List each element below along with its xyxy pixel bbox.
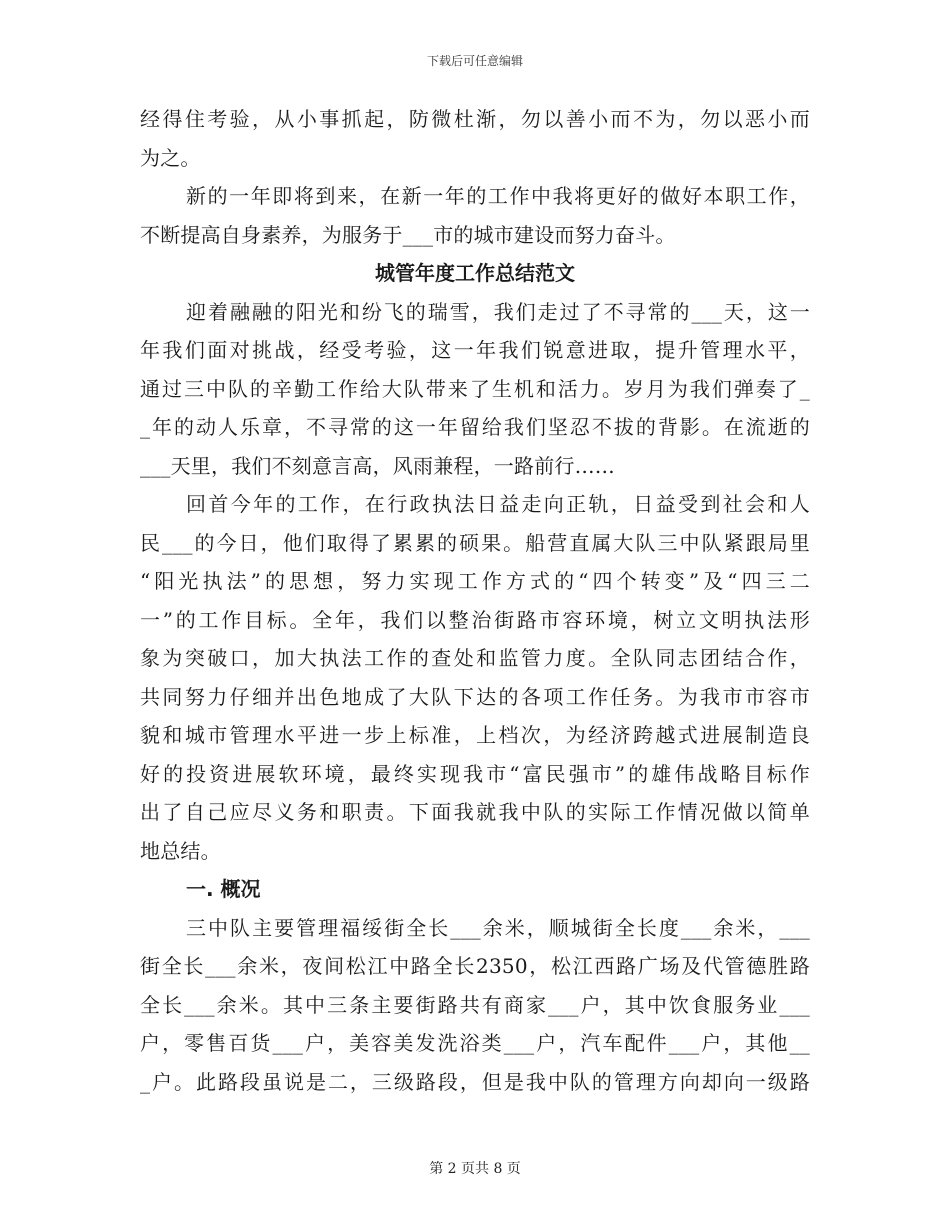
text-line: 象为突破口，加大执法工作的查处和监管力度。全队同志团结合作， <box>140 646 810 670</box>
text-line: 全长___余米。其中三条主要街路共有商家___户，其中饮食服务业___ <box>140 992 810 1017</box>
text-line: 通过三中队的辛勤工作给大队带来了生机和活力。岁月为我们弹奏了_ <box>140 376 810 401</box>
text-line: 不断提高自身素养，为服务于___市的城市建设而努力奋斗。 <box>140 222 676 247</box>
text-line: 经得住考验，从小事抓起，防微杜渐，勿以善小而不为，勿以恶小而 <box>140 107 810 131</box>
page-footer-number: 第 2 页共 8 页 <box>429 1161 521 1177</box>
text-line: 为之。 <box>140 145 201 170</box>
page-header-note: 下载后可任意编辑 <box>426 54 523 68</box>
text-line: 街全长___余米，夜间松江中路全长2350，松江西路广场及代管德胜路 <box>140 954 810 978</box>
text-line: 出了自己应尽义务和职责。下面我就我中队的实际工作情况做以简单 <box>140 800 810 824</box>
text-line: 回首今年的工作，在行政执法日益走向正轨，日益受到社会和人 <box>186 492 810 516</box>
text-line: 一”的工作目标。全年，我们以整治街路市容环境，树立文明执法形 <box>140 607 810 632</box>
text-line: 地总结。 <box>140 838 221 863</box>
text-line: _户。此路段虽说是二，三级路段，但是我中队的管理方向却向一级路 <box>140 1069 810 1094</box>
text-line: ___天里，我们不刻意言高，风雨兼程，一路前行…… <box>140 453 615 478</box>
text-line: 三中队主要管理福绥街全长___余米，顺城街全长度___余米，___ <box>186 915 810 940</box>
text-line: _年的动人乐章，不寻常的这一年留给我们坚忍不拔的背影。在流逝的 <box>140 415 810 439</box>
text-line: 户，零售百货___户，美容美发洗浴类___户，汽车配件___户，其他__ <box>140 1031 810 1055</box>
text-line: 民___的今日，他们取得了累累的硕果。船营直属大队三中队紧跟局里 <box>140 530 810 555</box>
text-line: 好的投资进展软环境，最终实现我市“富民强市”的雄伟战略目标作 <box>140 761 810 786</box>
section-heading: 一. 概况 <box>186 877 261 901</box>
text-line: 迎着融融的阳光和纷飞的瑞雪，我们走过了不寻常的___天，这一 <box>186 299 810 324</box>
text-line: 共同努力仔细并出色地成了大队下达的各项工作任务。为我市市容市 <box>140 684 810 709</box>
text-line: 新的一年即将到来，在新一年的工作中我将更好的做好本职工作， <box>186 184 810 208</box>
text-line: 年我们面对挑战，经受考验，这一年我们锐意进取，提升管理水平， <box>140 338 810 362</box>
text-line: 貌和城市管理水平进一步上标准，上档次，为经济跨越式进展制造良 <box>140 723 810 747</box>
text-line: “阳光执法”的思想，努力实现工作方式的“四个转变”及“四三二 <box>140 569 810 593</box>
document-body <box>140 100 810 1101</box>
section-title: 城管年度工作总结范文 <box>375 261 575 285</box>
